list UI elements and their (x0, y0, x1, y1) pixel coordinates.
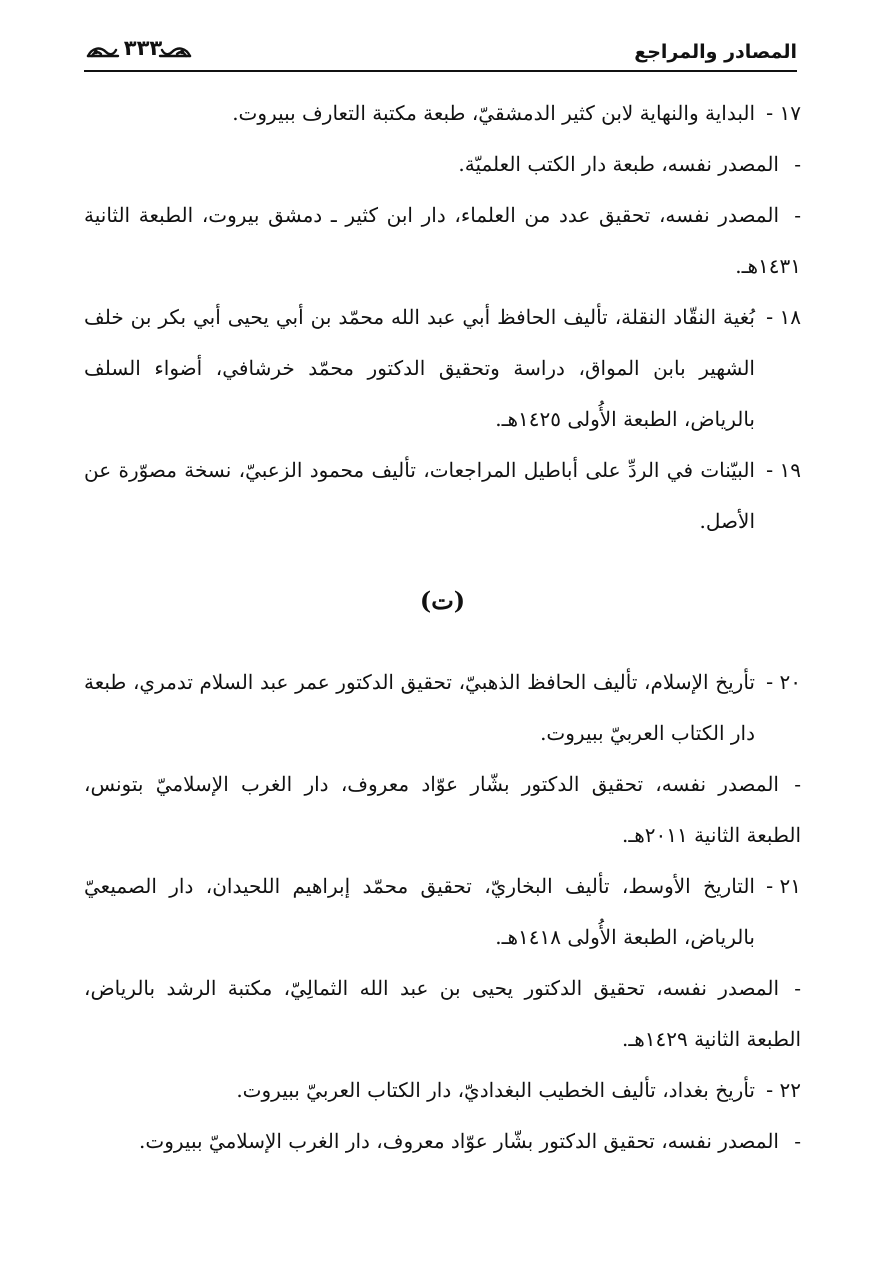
entry-text: المصدر نفسه، طبعة دار الكتب العلميّة. (458, 152, 779, 176)
reference-entry (84, 861, 801, 963)
references-list (84, 88, 801, 1167)
page-number: ٣٣٣ (123, 36, 163, 60)
entry-number: ١٩ - (765, 458, 801, 482)
entry-text: تأريخ بغداد، تأليف الخطيب البغداديّ، دار الكتاب العربيّ ببيروت. (236, 1078, 755, 1102)
running-title: المصادر والمراجع (634, 41, 797, 63)
entry-text: التاريخ الأوسط، تأليف البخاريّ، تحقيق محمّد إبراهيم اللحيدان، دار الصميعيّ بالرياض، الطبعة الأُولى ١٤١٨هـ. (84, 874, 755, 949)
reference-entry (84, 657, 801, 759)
reference-sub-entry (84, 1116, 801, 1167)
references-before-section (84, 88, 801, 547)
page-header (84, 28, 797, 72)
header-rule (84, 70, 797, 72)
reference-sub-entry (84, 190, 801, 292)
entry-number: ٢١ - (765, 874, 801, 898)
reference-entry (84, 1065, 801, 1116)
reference-entry (84, 292, 801, 445)
entry-text: البداية والنهاية لابن كثير الدمشقيّ، طبعة مكتبة التعارف ببيروت. (232, 101, 755, 125)
reference-entry (84, 88, 801, 139)
entry-number: ١٨ - (765, 305, 801, 329)
reference-sub-entry (84, 759, 801, 861)
entry-dash: - (794, 772, 801, 796)
entry-text: المصدر نفسه، تحقيق الدكتور بشّار عوّاد معروف، دار الغرب الإسلاميّ بتونس، الطبعة الثانية ٢٠١١هـ. (84, 772, 801, 847)
entry-number: ٢٢ - (765, 1078, 801, 1102)
entry-dash: - (794, 203, 801, 227)
entry-dash: - (794, 976, 801, 1000)
entry-text: المصدر نفسه، تحقيق الدكتور بشّار عوّاد معروف، دار الغرب الإسلاميّ ببيروت. (139, 1129, 779, 1153)
entry-text: تأريخ الإسلام، تأليف الحافظ الذهبيّ، تحقيق الدكتور عمر عبد السلام تدمري، طبعة دار الكتاب العربيّ ببيروت. (84, 670, 755, 745)
entry-text: بُغية النقّاد النقلة، تأليف الحافظ أبي عبد الله محمّد بن أبي يحيى أبي بكر بن خلف الشهير بابن المواق، دراسة وتحقيق الدكتور محمّد خرشافي، أضواء السلف بالرياض، الطبعة الأُولى ١٤٢٥هـ. (84, 305, 755, 431)
entry-text: المصدر نفسه، تحقيق عدد من العلماء، دار ابن كثير ـ دمشق بيروت، الطبعة الثانية ١٤٣١هـ. (84, 203, 801, 278)
entry-number: ٢٠ - (765, 670, 801, 694)
reference-sub-entry (84, 963, 801, 1065)
entry-dash: - (794, 1129, 801, 1153)
references-after-section (84, 657, 801, 1167)
section-heading: (ت) (419, 586, 466, 615)
entry-number: ١٧ - (765, 101, 801, 125)
entry-text: المصدر نفسه، تحقيق الدكتور يحيى بن عبد الله الثمالِيّ، مكتبة الرشد بالرياض، الطبعة الثانية ١٤٢٩هـ. (84, 976, 801, 1051)
entry-dash: - (794, 152, 801, 176)
reference-sub-entry (84, 139, 801, 190)
reference-entry (84, 445, 801, 547)
entry-text: البيّنات في الردِّ على أباطيل المراجعات، تأليف محمود الزعبيّ، نسخة مصوّرة عن الأصل. (84, 458, 755, 533)
